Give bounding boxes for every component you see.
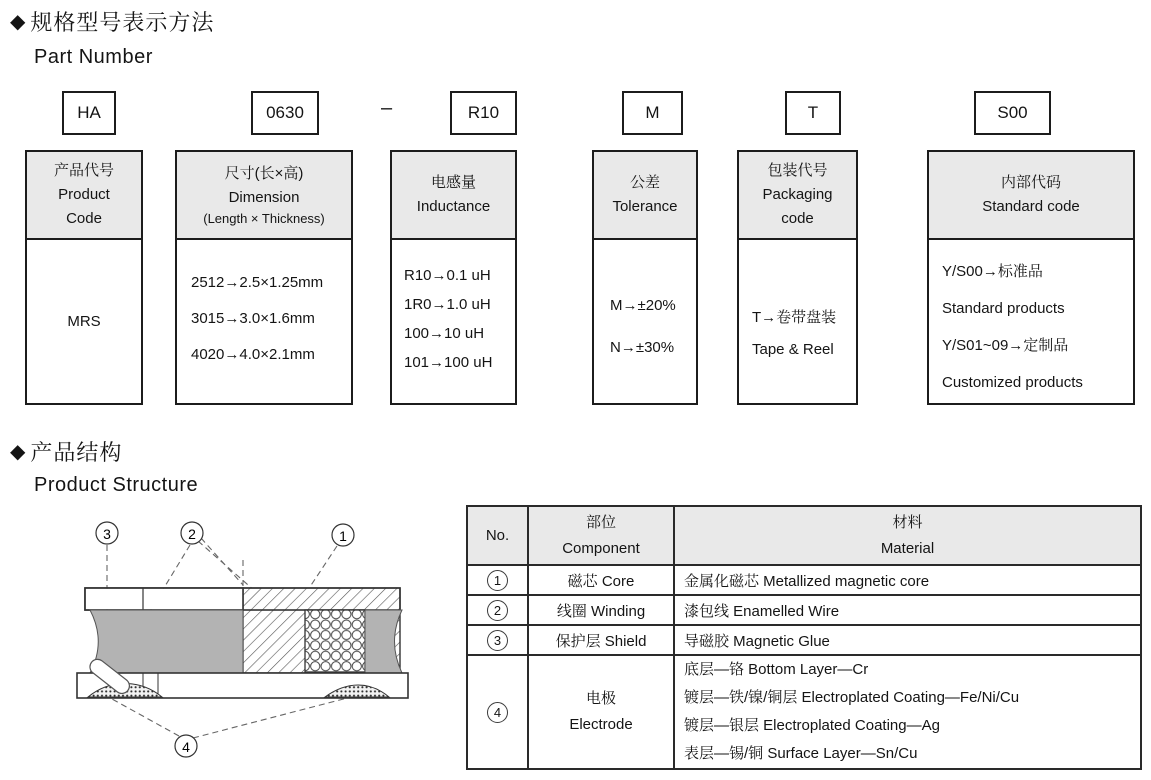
section1-title-zh: 规格型号表示方法 <box>30 10 215 35</box>
callout-3: 3 <box>103 526 111 542</box>
material-cell: 漆包线 Enamelled Wire <box>674 595 1141 625</box>
table-row-winding <box>467 595 1141 625</box>
column-packaging <box>737 150 858 405</box>
header-no: No. <box>467 506 528 565</box>
code-box-dimension: 0630 <box>251 91 319 135</box>
table-row-shield <box>467 625 1141 655</box>
row-number: 4 <box>487 702 508 723</box>
code-box-packaging: T <box>785 91 841 135</box>
code-box-tolerance: M <box>622 91 683 135</box>
column-product-code <box>25 150 143 405</box>
table-row-electrode <box>467 655 1141 769</box>
column-body: MRS <box>25 240 143 405</box>
column-header: 内部代码 Standard code <box>927 150 1135 240</box>
code-box-product: HA <box>62 91 116 135</box>
column-body: R10→0.1 uH 1R0→1.0 uH 100→10 uH 101→100 uH <box>390 240 517 405</box>
table-row-core <box>467 565 1141 595</box>
section1-title <box>10 6 214 37</box>
code-box-standard: S00 <box>974 91 1051 135</box>
column-body: T→卷带盘装 Tape & Reel <box>737 240 858 405</box>
material-cell: 底层—铬 Bottom Layer—Cr 镀层—铁/镍/铜层 Electroplated Coating—Fe/Ni/Cu 镀层—银层 Electroplated Coating—Ag 表层—锡/铜 Surface Layer—Sn/Cu <box>674 655 1141 769</box>
column-inductance <box>390 150 517 405</box>
material-cell: 导磁胶 Magnetic Glue <box>674 625 1141 655</box>
column-header: 公差 Tolerance <box>592 150 698 240</box>
product-structure-table <box>466 505 1142 770</box>
row-number: 1 <box>487 570 508 591</box>
table-header-row <box>467 506 1141 565</box>
column-header: 包装代号 Packaging code <box>737 150 858 240</box>
material-cell: 金属化磁芯 Metallized magnetic core <box>674 565 1141 595</box>
callout-4: 4 <box>182 739 190 755</box>
component-cell: 电极 Electrode <box>528 655 674 769</box>
section2-title-zh: 产品结构 <box>30 440 123 465</box>
product-structure-diagram <box>50 505 425 777</box>
column-tolerance <box>592 150 698 405</box>
column-body: 2512→2.5×1.25mm 3015→3.0×1.6mm 4020→4.0×2.1mm <box>175 240 353 405</box>
section2-title <box>10 436 122 467</box>
component-cell: 线圈 Winding <box>528 595 674 625</box>
section1-title-en: Part Number <box>34 46 153 68</box>
column-body: M→±20% N→±30% <box>592 240 698 405</box>
header-component: 部位 Component <box>528 506 674 565</box>
shield-grey-band <box>90 610 243 673</box>
column-header: 产品代号 Product Code <box>25 150 143 240</box>
column-standard-code <box>927 150 1135 405</box>
row-number: 3 <box>487 630 508 651</box>
component-cell: 磁芯 Core <box>528 565 674 595</box>
column-header: 尺寸(长×高) Dimension (Length × Thickness) <box>175 150 353 240</box>
callout-1: 1 <box>339 528 347 544</box>
code-box-inductance: R10 <box>450 91 517 135</box>
component-cell: 保护层 Shield <box>528 625 674 655</box>
section2-title-en: Product Structure <box>34 474 199 496</box>
winding-section <box>305 610 365 672</box>
row-number: 2 <box>487 600 508 621</box>
part-number-dash: – <box>381 97 393 119</box>
column-body: Y/S00→标准品 Standard products Y/S01~09→定制品 Customized products <box>927 240 1135 405</box>
diamond-bullet-icon: ◆ <box>10 440 27 463</box>
callout-2: 2 <box>188 526 196 542</box>
diamond-bullet-icon: ◆ <box>10 10 27 33</box>
column-dimension <box>175 150 353 405</box>
header-material: 材料 Material <box>674 506 1141 565</box>
column-header: 电感量 Inductance <box>390 150 517 240</box>
